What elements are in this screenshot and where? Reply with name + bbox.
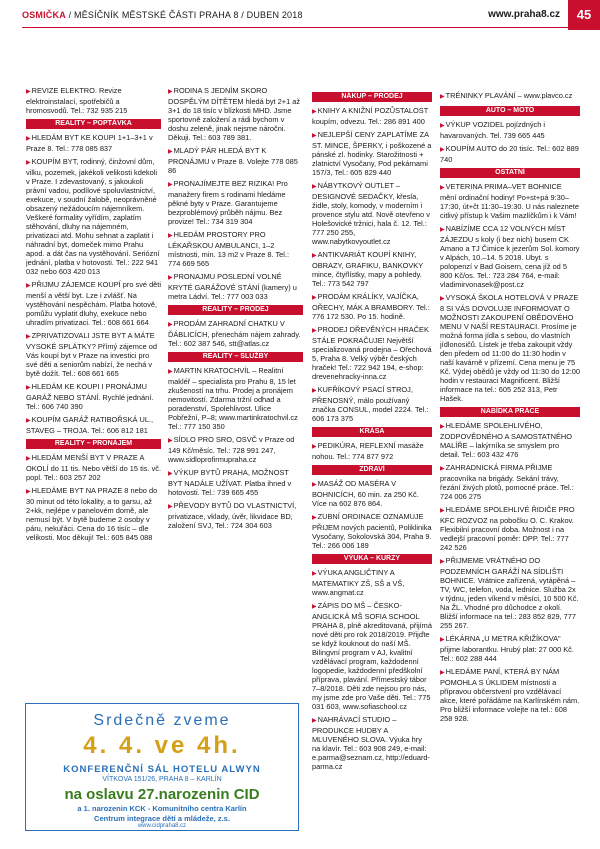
- arrow-icon: ▶: [168, 275, 173, 281]
- classified-ad: [26, 331, 161, 378]
- column-3: [312, 90, 432, 775]
- ad-text: KOUPÍM AUTO do 20 tisíc. Tel.: 602 889 740: [440, 144, 579, 164]
- section-heading: AUTO – MOTO: [440, 106, 580, 116]
- page-number: 45: [568, 0, 600, 30]
- header-subtitle: / MĚSÍČNÍK MĚSTSKÉ ČÁSTI PRAHA 8 / DUBEN 2018: [65, 10, 303, 20]
- arrow-icon: ▶: [26, 160, 31, 166]
- ad-text: NEJLEPŠÍ CENY ZAPLATÍME ZA ST. MINCE, ŠPERKY, i poškozené a pánské zl. hodinky. Starožitnosti + zlatnictví Vysočany, Pod pekárnami 157/3, Tel.: 605 829 440: [312, 130, 432, 177]
- section-heading: REALITY – POPTÁVKA: [26, 119, 161, 129]
- arrow-icon: ▶: [312, 604, 317, 610]
- classified-ad: [26, 86, 161, 115]
- ad-text: PRONAJÍMEJTE BEZ RIZIKA! Pro manažery firem s rodinami hledáme pěkné byty v Praze. Garantujeme bezproblémový průběh nájmu. Bez provize! Tel.: 734 319 304: [168, 179, 288, 226]
- section-heading: REALITY – PRONÁJEM: [26, 439, 161, 449]
- arrow-icon: ▶: [168, 233, 173, 239]
- banner-address: VÍTKOVA 151/26, PRAHA 8 – KARLÍN: [102, 776, 222, 783]
- ad-text: ZAHRADNICKÁ FIRMA PŘIJME pracovníka na brigády. Sekání trávy, řezání živých plotů, pomocné práce. Tel.: 724 006 275: [440, 463, 574, 501]
- header-title: [22, 10, 303, 20]
- ad-text: PRODEJ DŘEVĚNÝCH HRAČEK STÁLE POKRAČUJE! Největší specializovaná prodejna – Ořechová 5, Praha 8. Velký výběr českých hraček! Tel.: 722 942 194, e-shop: drevenehracky-inna.cz: [312, 325, 432, 381]
- ad-text: PRODÁM ZAHRADNÍ CHATKU V ĎÁBLICÍCH, přenechám nájem zahrady. Tel.: 602 387 546, stt@atlas.cz: [168, 319, 301, 348]
- arrow-icon: ▶: [440, 185, 445, 191]
- classified-ad: [26, 382, 161, 411]
- ad-text: NAHRÁVACÍ STUDIO – PRODUKCE HUDBY A MLUVENÉHO SLOVA. Výuka hry na klavír. Tel.: 603 908 249, e-mail: e.parma@seznam.cz, http://eduard-parma.cz: [312, 715, 431, 771]
- ad-text: HLEDÁME PANÍ, KTERÁ BY NÁM POMOHLA S ÚKLIDEM místnosti a přípravou občerstvení pro vzdělávací akce, které pořádáme na Karlínském nám. Pro bližší informace volejte na tel.: 608 258 928.: [440, 667, 580, 723]
- arrow-icon: ▶: [26, 283, 31, 289]
- classified-ad: [312, 292, 432, 321]
- section-heading: REALITY – SLUŽBY: [168, 352, 303, 362]
- classified-ad: [440, 421, 580, 459]
- classified-ad: [312, 385, 432, 423]
- arrow-icon: ▶: [440, 94, 445, 100]
- section-heading: VÝUKA – KURZY: [312, 554, 432, 564]
- classified-ad: [26, 486, 161, 542]
- arrow-icon: ▶: [26, 385, 31, 391]
- classified-ad: [312, 106, 432, 126]
- ad-text: NÁBYTKOVÝ OUTLET – DESIGNOVÉ SEDAČKY, křesla, židle, stoly, komody, v moderním i provence stylu atd. Nově otevřeno v Holešovické tržnici, hala č. 12. Tel.: 777 250 255, www.nabytkovyoutlet.cz: [312, 181, 430, 246]
- classified-ad: [312, 512, 432, 550]
- ad-text: HLEDÁME SPOLEHLIVÉHO, ZODPOVĚDNÉHO A SAMOSTATNÉHO MALÍŘE – lakýrníka se smyslem pro detail. Tel.: 603 432 476: [440, 421, 572, 459]
- classified-ad: [440, 120, 580, 140]
- arrow-icon: ▶: [440, 466, 445, 472]
- banner-organization: Centrum integrace dětí a mládeže, z.s.: [94, 814, 230, 823]
- page-header: [0, 0, 600, 30]
- ad-text: PŘEVODY BYTŮ DO VLASTNICTVÍ, privatizace, vklady, úvěr, likvidace BD, založení SVJ, Tel.: 724 304 603: [168, 501, 297, 530]
- ad-text: ZPRIVATIZOVALI JSTE BYT A MÁTE VYSOKÉ SPLÁTKY? Přímý zájemce od Vás koupí byt v Praze na investici pro své děti a seniorům nabízí, že nechá v bytě dožít. Tel.: 608 661 665: [26, 331, 158, 378]
- classified-ad: [168, 179, 303, 226]
- ad-text: NABÍZÍME CCA 12 VOLNÝCH MÍST ZÁJEZDU s koly (i bez nich) busem CK Amano a TJ Čimice k jezerům Sol. komory v Alpách, 10.–14. 5 2018. Ubyt. s polopenzí v Bad Goisern, cena jíž od 5 800 Kč/os. Tel.: 723 284 764, e-mail: vladimirvonasek@post.cz: [440, 224, 580, 289]
- arrow-icon: ▶: [168, 438, 173, 444]
- classified-ad: [26, 415, 161, 435]
- classified-ad: [440, 556, 580, 630]
- arrow-icon: ▶: [26, 136, 31, 142]
- ad-text: HLEDÁM MENŠÍ BYT V PRAZE A OKOLÍ do 11 tis. Nebo větší do 15 tis. vč. popl. Tel.: 603 257 202: [26, 453, 162, 482]
- ad-text: ZUBNÍ ORDINACE OZNAMUJE PŘIJEM nových pacientů, Poliklinika Vysočany, Sokolovská 304, Praha 9. Tel.: 266 006 189: [312, 512, 432, 550]
- ad-text: MARTIN KRATOCHVÍL – Realitní makléř – specialista pro Prahu 8, 15 let zkušeností na trhu. Prodej a pronájem nemovitostí. Zdarma tržní odhad a poradenství, Spolehlivost. Ulice Pobřežní, P–8; www.martinkratochvil.cz Tel.: 777 150 350: [168, 366, 298, 431]
- arrow-icon: ▶: [312, 133, 317, 139]
- classified-ad: [440, 667, 580, 723]
- ad-text: VYSOKÁ ŠKOLA HOTELOVÁ V PRAZE 8 SI VÁS DOVOLUJE INFORMOVAT O MOŽNOSTI ZAKOUPENÍ OBĚDOVÉHO MENU V NAŠÍ RESTAURACI. Prosíme je možná forma jídla s sebou, do vlastních jídlonosičů. Lístek je třeba zakoupit vždy den předem od 11:00 do 11:30 hodin v naší kavárně v přízemí. Cena menu je 75 Kč. Výdej obědů je vždy od 11:30 do 12:00 hodin v restauraci Magnificent. Bližší informace na tel.: 605 252 313, Petr Hašek.: [440, 293, 580, 403]
- arrow-icon: ▶: [440, 123, 445, 129]
- banner-title: Srdečně zveme: [93, 712, 231, 729]
- ad-text: PŘIJMEME VRÁTNÉHO DO PODZEMNÍCH GARÁŽÍ NA SÍDLIŠTI BOHNICE. Vrátnice zařízená, vytápěná – TV, WC, telefon, voda, lednice. Služba 2x v týdnu, jeden víkend v měsíci, 10 500 Kč. Na ŽL. Vhodné pro důchodce z okolí. Bližší informace na tel.: 283 852 829, 777 255 267.: [440, 556, 579, 630]
- classified-ad: [312, 601, 432, 711]
- classified-ad: [312, 130, 432, 177]
- ad-text: VÝKUP BYTŮ PRAHA, MOŽNOST BYT NADÁLE UŽÍVAT. Platba ihned v hotovosti. Tel.: 739 665 455: [168, 468, 292, 497]
- classified-ad: [312, 441, 432, 461]
- ad-text: HLEDÁM BYT KE KOUPI 1+1–3+1 v Praze 8. Tel.: 778 085 837: [26, 133, 153, 153]
- classified-ad: [168, 366, 303, 431]
- arrow-icon: ▶: [440, 508, 445, 514]
- arrow-icon: ▶: [440, 670, 445, 676]
- classified-ad: [440, 505, 580, 552]
- event-banner: [25, 703, 299, 831]
- arrow-icon: ▶: [440, 559, 445, 565]
- arrow-icon: ▶: [312, 109, 317, 115]
- ad-text: PŘIJMU ZÁJEMCE KOUPÍ pro své děti menší a větší byt. Lze i zvlášť. Na vystěhování nespěchám. Platba hotově, pomůžu vyplatit dluhy, exekuce nebo uhradím privatizaci. Tel.: 608 661 664: [26, 280, 161, 327]
- banner-url[interactable]: www.cidpraha8.cz: [137, 823, 187, 829]
- section-heading: OSTATNÍ: [440, 168, 580, 178]
- ad-text: HLEDÁME BYT NA PRAZE 8 nebo do 30 minut od této lokality, a to garsu, až 2+kk, nejlépe v panelovém domě, ale nemusí být. V bytě budeme 2 osoby v páru, nekuřáci. Cena do 16 tisíc – dle velikosti. Moc děkuji! Tel.: 605 845 088: [26, 486, 158, 542]
- arrow-icon: ▶: [168, 182, 173, 188]
- header-divider: [22, 27, 600, 28]
- section-heading: ZDRAVÍ: [312, 465, 432, 475]
- arrow-icon: ▶: [312, 482, 317, 488]
- classified-ad: [440, 293, 580, 403]
- classified-ad: [440, 91, 580, 102]
- ad-text: TRÉNINKY PLAVÁNÍ – www.plavco.cz: [445, 91, 573, 100]
- arrow-icon: ▶: [312, 718, 317, 724]
- arrow-icon: ▶: [26, 456, 31, 462]
- ad-text: VETERINA PRIMA–VET BOHNICE mění ordinační hodiny! Po+st+pá 9:30–17:30, út+čt 11:30–19:30. U nás naleznete citlivý přístup k Vašim mazlíčkům i k Vám!: [440, 182, 579, 220]
- arrow-icon: ▶: [440, 637, 445, 643]
- ad-text: LÉKÁRNA „U METRA KŘIŽÍKOVA" přijme laborantku. Hrubý plat: 27 000 Kč. Tel.: 602 288 444: [440, 634, 574, 663]
- section-heading: REALITY – PRODEJ: [168, 305, 303, 315]
- section-heading: NÁKUP – PRODEJ: [312, 92, 432, 102]
- arrow-icon: ▶: [26, 418, 31, 424]
- classified-ad: [168, 468, 303, 497]
- classified-ad: [312, 325, 432, 381]
- classified-ad: [440, 463, 580, 501]
- ad-text: VÝUKA ANGLIČTINY A MATEMATIKY ZŠ, SŠ a VŠ, www.angmat.cz: [312, 568, 405, 597]
- arrow-icon: ▶: [312, 444, 317, 450]
- classified-ad: [312, 181, 432, 246]
- ad-text: VÝKUP VOZIDEL pojízdných i havarovaných. Tel. 739 665 445: [440, 120, 546, 140]
- arrow-icon: ▶: [26, 334, 31, 340]
- ad-text: MASÁŽ OD MASÉRA V BOHNICÍCH, 60 min. za 250 Kč. Více na 602 876 864.: [312, 479, 419, 508]
- classified-ad: [440, 634, 580, 663]
- column-2: [168, 86, 303, 534]
- classified-ad: [168, 272, 303, 301]
- arrow-icon: ▶: [26, 89, 31, 95]
- ad-text: HLEDÁM PROSTORY PRO LÉKAŘSKOU AMBULANCI, 1–2 místnosti, min. 13 m2 v Praze 8. Tel.: 774 669 565: [168, 230, 290, 268]
- ad-text: KUFŘÍKOVÝ PSACÍ STROJ, PŘENOSNÝ, málo používaný značka CONSUL, model 2224. Tel.: 606 173 375: [312, 385, 429, 423]
- arrow-icon: ▶: [312, 515, 317, 521]
- section-heading: NABÍDKA PRÁCE: [440, 407, 580, 417]
- classified-ad: [312, 479, 432, 508]
- arrow-icon: ▶: [312, 328, 317, 334]
- classified-ad: [168, 501, 303, 530]
- classified-ad: [26, 133, 161, 153]
- ad-text: KOUPÍM GARÁŽ RATIBOŘSKÁ UL., STAVEG – TROJA. Tel.: 606 812 181: [26, 415, 154, 435]
- ad-text: RODINA S JEDNÍM SKORO DOSPĚLÝM DÍTĚTEM hledá byt 2+1 až 3+1 do 18 tisíc v blízkosti MHD. Jsme sportovně založení a rádi bychom v doshu zeleně, jinak nejsme náročni. Děkuji. Tel.: 603 789 381.: [168, 86, 301, 142]
- ad-text: KNIHY A KNIŽNÍ POZŮSTALOST koupím, odvezu. Tel.: 286 891 400: [312, 106, 429, 126]
- arrow-icon: ▶: [440, 296, 445, 302]
- ad-text: HLEDÁM KE KOUPI I PRONÁJMU GARÁŽ NEBO STÁNÍ. Rychlé jednání. Tel.: 606 740 390: [26, 382, 154, 411]
- arrow-icon: ▶: [312, 571, 317, 577]
- classified-ad: [26, 157, 161, 276]
- ad-text: MLADÝ PÁR HLEDÁ BYT K PRONÁJMU v Praze 8. Volejte 778 085 86: [168, 146, 298, 175]
- header-brand: OSMIČKA: [22, 10, 66, 20]
- section-heading: KRÁSA: [312, 427, 432, 437]
- ad-text: KOUPÍM BYT, rodinný, činžovní dům, vilku, pozemek, jakékoli velikosti kdekoli v Praze. I zdevastovaný, s jakoukoli právní vadou, podílové spoluvlastnictví, exekuce, v soudní žalobě, neoprávněné obsazený nežádoucím nájemníkem. Veškeré formality vyřídím, zaplatím stěhování, dluhy na nájemném, privatizaci atd. Mohu sehnat a zaplatit i náhradní byt, domeček mimo Prahu apod. a dát čas na vystěhování. Seriózní jednání, platba v hotovosti. Tel.: 222 941 032 nebo 603 420 013: [26, 157, 160, 276]
- arrow-icon: ▶: [168, 322, 173, 328]
- arrow-icon: ▶: [26, 489, 31, 495]
- banner-subtitle: a 1. narozenin KCK - Komunitního centra Karlín: [77, 804, 247, 813]
- banner-date: 4. 4. ve 4h.: [83, 732, 241, 759]
- banner-venue: KONFERENČNÍ SÁL HOTELU ALWYN: [63, 764, 261, 775]
- classified-ad: [312, 715, 432, 771]
- arrow-icon: ▶: [312, 295, 317, 301]
- classified-ad: [26, 453, 161, 482]
- arrow-icon: ▶: [312, 388, 317, 394]
- column-4: [440, 91, 580, 727]
- ad-text: SÍDLO PRO SRO, OSVČ v Praze od 149 Kč/měsíc. Tel.: 728 991 247, www.sidloprofirmupraha.cz: [168, 435, 295, 464]
- arrow-icon: ▶: [168, 89, 173, 95]
- classified-ad: [440, 144, 580, 164]
- ad-text: REVIZE ELEKTRO. Revize elektroinstalací, spotřebičů a hromosvodů. Tel.: 732 935 215: [26, 86, 128, 115]
- arrow-icon: ▶: [440, 424, 445, 430]
- classified-ad: [312, 250, 432, 288]
- ad-text: HLEDÁME SPOLEHLIVÉ ŘIDIČE PRO KFC ROZVOZ na pobočku O. C. Krakov. Flexibilní pracovní doba. Možnost i na vedlejší pracovní poměr: DPP. Tel.: 777 242 526: [440, 505, 575, 552]
- classified-ad: [312, 568, 432, 597]
- arrow-icon: ▶: [168, 149, 173, 155]
- arrow-icon: ▶: [168, 471, 173, 477]
- ad-text: ANTIKVARIÁT KOUPÍ KNIHY, OBRAZY, GRAFIKU, BANKOVKY mince, čtyřlístky, mapy a pohledy. Tel.: 773 542 797: [312, 250, 424, 288]
- classified-ad: [26, 280, 161, 327]
- arrow-icon: ▶: [312, 253, 317, 259]
- classified-ad: [440, 182, 580, 220]
- arrow-icon: ▶: [168, 369, 173, 375]
- arrow-icon: ▶: [440, 227, 445, 233]
- header-site[interactable]: www.praha8.cz: [488, 9, 560, 20]
- banner-celebration: na oslavu 27.narozenin CID: [64, 786, 260, 803]
- column-1: [26, 86, 161, 546]
- classified-ad: [168, 86, 303, 142]
- classified-ad: [168, 230, 303, 268]
- ad-text: ZÁPIS DO MŠ – ČESKO-ANGLICKÁ MŠ SOFIA SCHOOL PRAHA 8, plně akreditovaná, přijímá nové děti pro rok 2018/2019. Přijďte se když kouknout do naší MŠ. Bilingvní program v AJ, kvalitní vzdělávací program, každodenní logopedie, každodenní předškolní příprava, plavání. Přímestský tábor 7–8/2018. Děti zde nejsou pro nás, my jsme zde pro Vaše děti. Tel.: 775 031 603, www.sofiaschool.cz: [312, 601, 432, 711]
- ad-text: PEDIKÚRA, REFLEXNÍ masáže nohou. Tel.: 774 877 972: [312, 441, 424, 461]
- arrow-icon: ▶: [312, 184, 317, 190]
- classified-ad: [168, 435, 303, 464]
- classified-ad: [168, 319, 303, 348]
- classified-ad: [440, 224, 580, 289]
- arrow-icon: ▶: [168, 504, 173, 510]
- arrow-icon: ▶: [440, 147, 445, 153]
- ad-text: PRODÁM KRÁLÍKY, VAJÍČKA, OŘECHY, MÁK A BRAMBORY. Tel.: 776 172 530. Po 15. hodině.: [312, 292, 430, 321]
- ad-text: PRONAJMU POSLEDNÍ VOLNÉ KRYTÉ GARÁŽOVÉ STÁNÍ (kamery) u metra Ládví. Tel.: 777 003 033: [168, 272, 297, 301]
- classified-ad: [168, 146, 303, 175]
